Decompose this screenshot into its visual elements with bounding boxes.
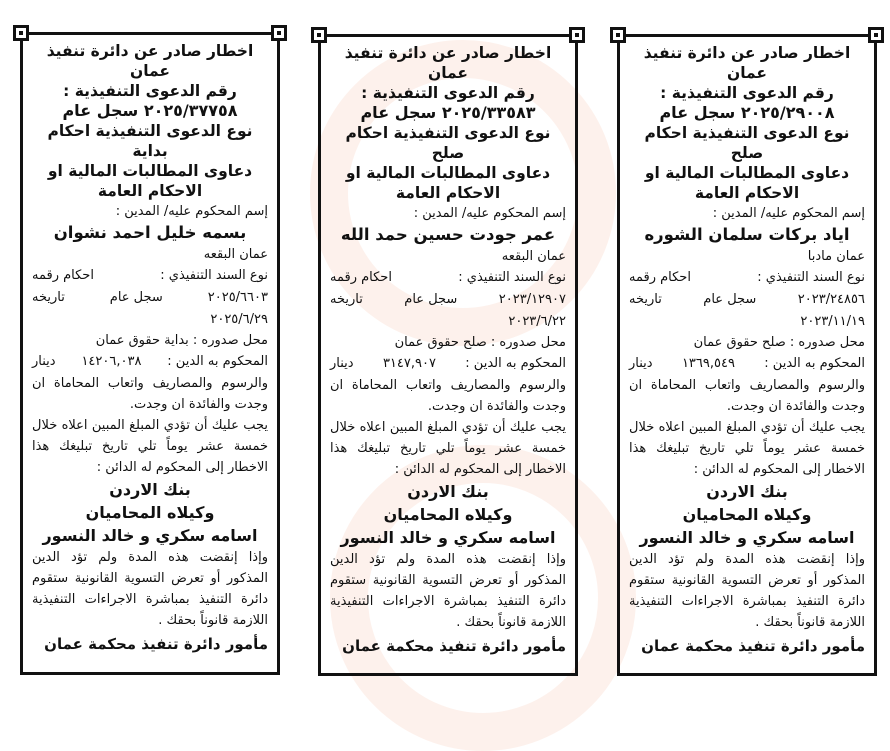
fees-text: والرسوم والمصاريف واتعاب المحاماة ان وجدت والفائدة ان وجدت.: [629, 378, 865, 414]
creditor-lawyers: اسامه سكري و خالد النسور: [639, 528, 855, 547]
notice-title: اخطار صادر عن دائرة تنفيذ: [643, 44, 851, 62]
amount-label: المحكوم به الدين :: [167, 354, 268, 369]
case-category: دعاوى المطالبات المالية او الاحكام العامة: [345, 164, 551, 202]
case-label: رقم الدعوى التنفيذية :: [660, 84, 834, 102]
debtor-address: عمان مادبا: [807, 249, 865, 264]
frame-corner-ornament: [271, 25, 287, 41]
instrument-value: احكام رقمه: [629, 270, 691, 285]
instrument-label: نوع السند التنفيذي :: [458, 270, 566, 285]
instrument-number: ٢٠٢٣/٢٤٨٥٦: [797, 292, 865, 307]
creditor-agents-label: وكيلاه المحاميان: [383, 505, 513, 524]
case-number: ٢٠٢٥/٣٣٥٨٣ سجل عام: [360, 103, 536, 122]
payment-text: يجب عليك أن تؤدي المبلغ المبين اعلاه خلال خمسة عشر يوماً تلي تاريخ تبليغك هذا الاخطار إلى المحكوم له الدائن :: [629, 420, 865, 477]
case-type: نوع الدعوى التنفيذية احكام بداية: [47, 122, 253, 160]
fees-text: والرسوم والمصاريف واتعاب المحاماة ان وجدت والفائدة ان وجدت.: [32, 376, 268, 412]
instrument-register: سجل عام: [109, 290, 163, 305]
notice-card: [318, 34, 578, 676]
currency: دينار: [32, 354, 56, 369]
case-label: رقم الدعوى التنفيذية :: [63, 82, 237, 100]
creditor-lawyers: اسامه سكري و خالد النسور: [42, 526, 258, 545]
creditor-lawyers: اسامه سكري و خالد النسور: [340, 528, 556, 547]
warning-text: وإذا إنقضت هذه المدة ولم تؤد الدين المذكور أو تعرض التسوية القانونية ستقوم دائرة التنفيذ بمباشرة الاجراءات التنفيذية اللازمة قانوناً بحقك .: [330, 552, 566, 630]
instrument-date-label: تاريخه: [629, 292, 662, 307]
frame-corner-ornament: [311, 27, 327, 43]
amount-label: المحكوم به الدين :: [764, 356, 865, 371]
creditor-agents-label: وكيلاه المحاميان: [682, 505, 812, 524]
frame-corner-ornament: [13, 25, 29, 41]
creditor-agents-label: وكيلاه المحاميان: [85, 503, 215, 522]
amount-row: [629, 353, 865, 375]
debtor-address: عمان البقعه: [203, 247, 268, 262]
signature: مأمور دائرة تنفيذ محكمة عمان: [641, 637, 865, 655]
instrument-label: نوع السند التنفيذي :: [160, 268, 268, 283]
debtor-name: بسمه خليل احمد نشوان: [53, 223, 247, 242]
instrument-date: ٢٠٢٣/١١/١٩: [800, 314, 865, 329]
instrument-date-label: تاريخه: [32, 290, 65, 305]
instrument-row: [32, 265, 268, 287]
notice-title: اخطار صادر عن دائرة تنفيذ: [344, 44, 552, 62]
frame-corner-ornament: [569, 27, 585, 43]
instrument-label: نوع السند التنفيذي :: [757, 270, 865, 285]
instrument-number-row: [629, 289, 865, 311]
case-category: دعاوى المطالبات المالية او الاحكام العامة: [644, 164, 850, 202]
currency: دينار: [629, 356, 653, 371]
creditor-name: بنك الاردن: [109, 480, 191, 499]
warning-text: وإذا إنقضت هذه المدة ولم تؤد الدين المذكور أو تعرض التسوية القانونية ستقوم دائرة التنفيذ بمباشرة الاجراءات التنفيذية اللازمة قانوناً بحقك .: [629, 552, 865, 630]
instrument-number-row: [330, 289, 566, 311]
instrument-number: ٢٠٢٥/٦٦٠٣: [207, 290, 268, 305]
signature: مأمور دائرة تنفيذ محكمة عمان: [342, 637, 566, 655]
instrument-row: [629, 267, 865, 289]
instrument-date: ٢٠٢٥/٦/٢٩: [210, 312, 268, 327]
case-label: رقم الدعوى التنفيذية :: [361, 84, 535, 102]
frame-corner-ornament: [610, 27, 626, 43]
instrument-number: ٢٠٢٣/١٢٩٠٧: [498, 292, 566, 307]
issue-place: محل صدوره : صلح حقوق عمان: [693, 335, 865, 350]
debtor-label: إسم المحكوم عليه/ المدين :: [413, 206, 566, 221]
case-type: نوع الدعوى التنفيذية احكام صلح: [345, 124, 551, 162]
instrument-value: احكام رقمه: [330, 270, 392, 285]
currency: دينار: [330, 356, 354, 371]
notice-card: [617, 34, 877, 676]
debtor-name: عمر جودت حسين حمد الله: [340, 225, 556, 244]
case-number: ٢٠٢٥/٣٧٧٥٨ سجل عام: [62, 101, 238, 120]
debtor-label: إسم المحكوم عليه/ المدين :: [115, 204, 268, 219]
amount-value: ١٤٢٠٦,٠٣٨: [81, 354, 142, 369]
payment-text: يجب عليك أن تؤدي المبلغ المبين اعلاه خلال خمسة عشر يوماً تلي تاريخ تبليغك هذا الاخطار إلى المحكوم له الدائن :: [32, 418, 268, 475]
instrument-date-label: تاريخه: [330, 292, 363, 307]
notice-title: اخطار صادر عن دائرة تنفيذ: [46, 42, 254, 60]
instrument-row: [330, 267, 566, 289]
issue-place: محل صدوره : بداية حقوق عمان: [95, 333, 268, 348]
fees-text: والرسوم والمصاريف واتعاب المحاماة ان وجدت والفائدة ان وجدت.: [330, 378, 566, 414]
amount-value: ١٣٦٩,٥٤٩: [681, 356, 735, 371]
amount-row: [32, 351, 268, 373]
amount-label: المحكوم به الدين :: [465, 356, 566, 371]
issue-place: محل صدوره : صلح حقوق عمان: [394, 335, 566, 350]
notice-city: عمان: [726, 64, 768, 82]
instrument-register: سجل عام: [703, 292, 757, 307]
case-category: دعاوى المطالبات المالية او الاحكام العامة: [47, 162, 253, 200]
instrument-value: احكام رقمه: [32, 268, 94, 283]
debtor-address: عمان البقعه: [501, 249, 566, 264]
case-number: ٢٠٢٥/٢٩٠٠٨ سجل عام: [659, 103, 835, 122]
payment-text: يجب عليك أن تؤدي المبلغ المبين اعلاه خلال خمسة عشر يوماً تلي تاريخ تبليغك هذا الاخطار إلى المحكوم له الدائن :: [330, 420, 566, 477]
notice-city: عمان: [129, 62, 171, 80]
creditor-name: بنك الاردن: [407, 482, 489, 501]
debtor-name: اياد بركات سلمان الشوره: [644, 225, 850, 244]
notice-card: [20, 32, 280, 675]
instrument-number-row: [32, 287, 268, 309]
instrument-date: ٢٠٢٣/٦/٢٢: [508, 314, 566, 329]
instrument-register: سجل عام: [404, 292, 458, 307]
warning-text: وإذا إنقضت هذه المدة ولم تؤد الدين المذكور أو تعرض التسوية القانونية ستقوم دائرة التنفيذ بمباشرة الاجراءات التنفيذية اللازمة قانوناً بحقك .: [32, 550, 268, 628]
amount-row: [330, 353, 566, 375]
notice-city: عمان: [427, 64, 469, 82]
debtor-label: إسم المحكوم عليه/ المدين :: [712, 206, 865, 221]
signature: مأمور دائرة تنفيذ محكمة عمان: [44, 635, 268, 653]
amount-value: ٣١٤٧,٩٠٧: [382, 356, 436, 371]
frame-corner-ornament: [868, 27, 884, 43]
case-type: نوع الدعوى التنفيذية احكام صلح: [644, 124, 850, 162]
creditor-name: بنك الاردن: [706, 482, 788, 501]
